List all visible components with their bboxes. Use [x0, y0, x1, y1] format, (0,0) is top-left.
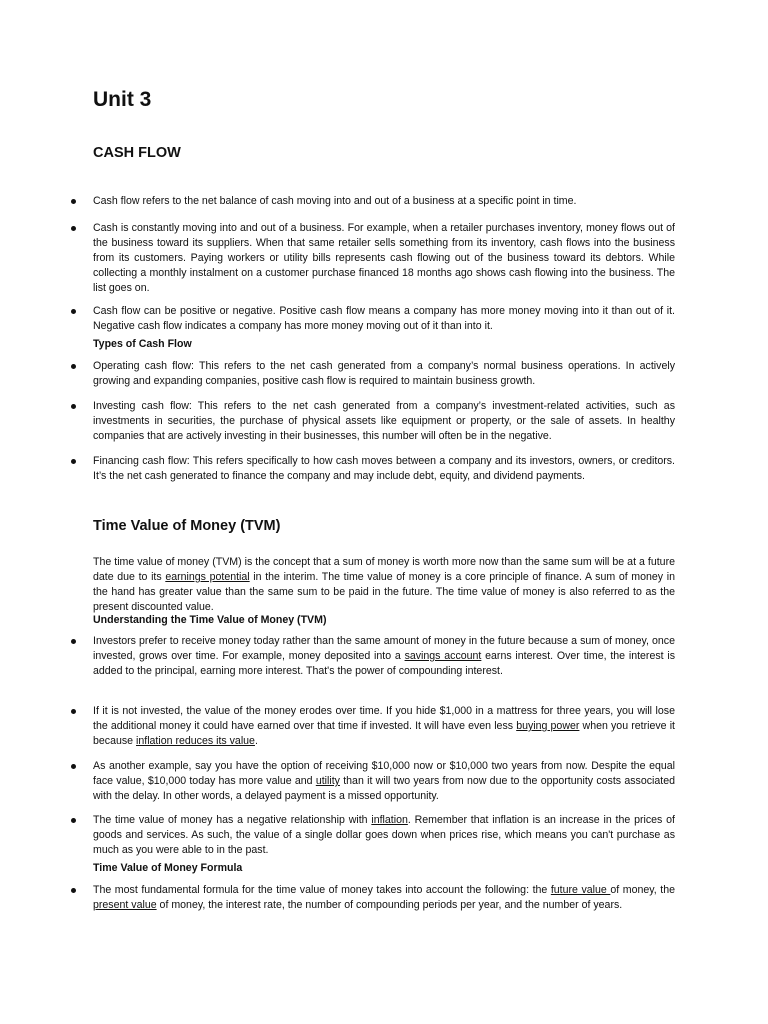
savings-account-link[interactable]: savings account — [404, 650, 482, 662]
tvm-bullet-text: The time value of money has a negative relationship with — [93, 814, 372, 826]
tvm-bullet-text: of money, the — [610, 884, 675, 896]
tvm-formula-heading: Time Value of Money Formula — [93, 862, 243, 874]
tvm-bullet-text: earns interest. Over time, the interest is added to the principal, earning more interest. That's the power of compounding interest. — [93, 650, 676, 677]
cash-flow-bullet-6: Financing cash flow: This refers specifically to how cash moves between a company and its investors, owners, or creditors. It’s the net cash generated to finance the company and may include debt, equity, and dividend payments. — [93, 455, 675, 482]
understanding-tvm-heading: Understanding the Time Value of Money (TVM) — [93, 614, 327, 626]
tvm-bullet-text: As another example, say you have the option of receiving $10,000 now or $10,000 two years from now. Despite the equal face value, $10,000 today has more value and — [93, 760, 675, 787]
unit-title: Unit 3 — [93, 88, 152, 111]
tvm-paragraph-text: The time value of money (TVM) is the concept that a sum of money is worth more now than the same sum will be at a future date due to its — [93, 556, 675, 583]
tvm-paragraph-text: in the interim. The time value of money is a core principle of finance. A sum of money in the hand has greater value than the same sum to be paid in the future. The time value of money is also referred to as the present discounted value. — [93, 571, 675, 613]
inflation-reduces-value-link[interactable]: inflation reduces its value — [136, 735, 255, 747]
cash-flow-bullet-3: Cash flow can be positive or negative. Positive cash flow means a company has more money moving into it than out of it. Negative cash flow indicates a company has more money moving out of it than into it. — [93, 305, 675, 332]
tvm-bullet-text: If it is not invested, the value of the money erodes over time. If you hide $1,000 in a mattress for three years, you will lose the additional money it could have earned over that time if invested. It will have even less — [93, 705, 675, 732]
future-value-link[interactable]: future value — [550, 884, 611, 896]
tvm-bullet-2 — [93, 704, 675, 749]
present-value-link[interactable]: present value — [93, 899, 157, 911]
tvm-bullet-1 — [93, 634, 675, 679]
buying-power-link[interactable]: buying power — [516, 720, 580, 732]
tvm-bullet-5 — [93, 883, 675, 913]
earnings-potential-link[interactable]: earnings potential — [165, 571, 250, 583]
tvm-bullet-text: The most fundamental formula for the time value of money takes into account the following: the — [93, 884, 551, 896]
tvm-bullet-text: . — [254, 735, 258, 747]
cash-flow-heading: CASH FLOW — [93, 145, 181, 161]
inflation-link[interactable]: inflation — [371, 814, 408, 826]
cash-flow-bullet-2: Cash is constantly moving into and out of a business. For example, when a retailer purchases inventory, money flows out of the business toward its suppliers. When that same retailer sells something from its inventory, cash flows into the business from its customers. Paying workers or utility bills represents cash flowing out of the business toward its debtors. While collecting a monthly instalment on a customer purchase financed 18 months ago shows cash flowing into the business. The list goes on. — [93, 222, 675, 294]
tvm-bullet-text: of money, the interest rate, the number of compounding periods per year, and the number of years. — [156, 899, 623, 911]
cash-flow-bullet-5: Investing cash flow: This refers to the net cash generated from a company’s investment-related activities, such as investments in securities, the purchase of physical assets like equipment or property, or the sale of assets. In healthy companies that are actively investing in their businesses, this number will often be in the negative. — [93, 400, 675, 442]
utility-link[interactable]: utility — [315, 775, 340, 787]
cash-flow-bullet-1: Cash flow refers to the net balance of cash moving into and out of a business at a specific point in time. — [93, 194, 675, 209]
tvm-heading: Time Value of Money (TVM) — [93, 518, 281, 534]
tvm-bullet-text: when you retrieve it because — [93, 720, 675, 747]
tvm-bullet-3 — [93, 759, 675, 804]
tvm-bullet-text: . Remember that inflation is an increase in the prices of goods and services. As such, the value of a single dollar goes down when prices rise, which means you can't purchase as much as you were able to in the past. — [93, 814, 675, 856]
tvm-paragraph — [93, 555, 675, 615]
tvm-bullet-4 — [93, 813, 675, 858]
cash-flow-bullet-4: Operating cash flow: This refers to the net cash generated from a company’s normal business operations. In actively growing and expanding companies, positive cash flow is required to maintain business growth. — [93, 360, 675, 387]
tvm-bullet-text: than it will two years from now due to the opportunity costs associated with the delay. In other words, a delayed payment is a missed opportunity. — [93, 775, 675, 802]
tvm-bullet-text: Investors prefer to receive money today rather than the same amount of money in the future because a sum of money, once invested, grows over time. For example, money deposited into a — [93, 635, 675, 662]
types-of-cash-flow-heading: Types of Cash Flow — [93, 338, 192, 350]
